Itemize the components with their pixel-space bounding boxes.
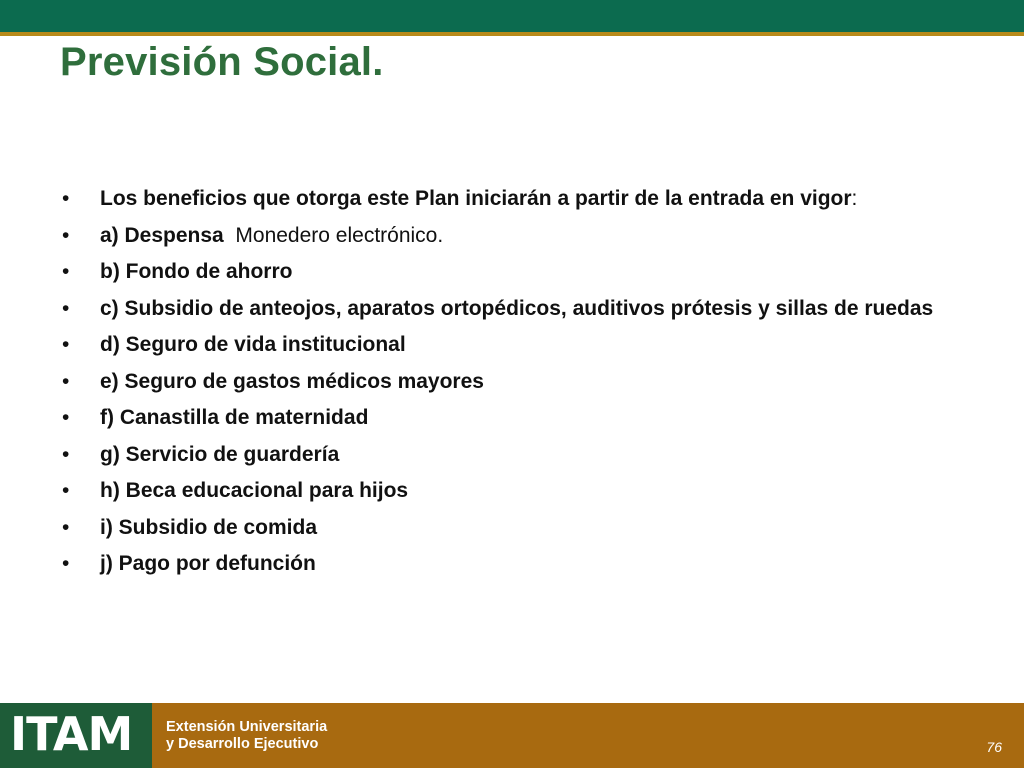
bullet-icon: •: [62, 552, 70, 575]
slide-title: Previsión Social.: [60, 40, 384, 84]
bullet-text-bold: j) Pago por defunción: [100, 552, 316, 575]
bullet-text-bold: f) Canastilla de maternidad: [100, 406, 369, 429]
logo-text: ITAM: [10, 707, 133, 761]
bullet-text-bold: g) Servicio de guardería: [100, 442, 340, 466]
bullet-text-normal: :: [851, 187, 858, 210]
itam-logo: [0, 703, 152, 768]
page-number: 76: [986, 739, 1002, 755]
bullet-text-bold: d) Seguro de vida institucional: [100, 333, 406, 356]
bullet-text-bold: i) Subsidio de comida: [100, 515, 318, 539]
bullet-icon: •: [62, 515, 70, 539]
footer-bar: [0, 703, 1024, 768]
department-line-2: y Desarrollo Ejecutivo: [166, 736, 319, 752]
list-item: [60, 403, 940, 433]
bullet-list: [60, 184, 940, 586]
department-line-1: Extensión Universitaria: [166, 719, 328, 735]
list-item: [60, 513, 940, 543]
bullet-icon: •: [62, 223, 70, 247]
bullet-icon: •: [62, 479, 70, 502]
bullet-text-bold: h) Beca educacional para hijos: [100, 479, 409, 502]
department-name: [166, 719, 327, 753]
bullet-icon: •: [62, 442, 70, 466]
list-item: [60, 294, 940, 324]
list-item: [60, 221, 940, 251]
bullet-text-normal: Monedero electrónico.: [223, 223, 444, 247]
bullet-text-bold: a) Despensa: [100, 223, 224, 247]
bullet-text-bold: b) Fondo de ahorro: [100, 260, 293, 283]
bullet-text-bold: e) Seguro de gastos médicos mayores: [100, 369, 484, 393]
bullet-icon: •: [62, 296, 70, 320]
bullet-icon: •: [62, 333, 70, 356]
bullet-icon: •: [62, 260, 70, 283]
list-item: [60, 184, 940, 214]
header-stripe: [0, 32, 1024, 36]
bullet-icon: •: [62, 187, 70, 210]
bullet-icon: •: [62, 369, 70, 393]
list-item: [60, 440, 940, 470]
bullet-icon: •: [62, 406, 70, 429]
bullet-text-bold: Los beneficios que otorga este Plan iniciarán a partir de la entrada en vigor: [100, 187, 852, 210]
header-bar: [0, 0, 1024, 32]
bullet-text-bold: c) Subsidio de anteojos, aparatos ortopédicos, auditivos prótesis y sillas de ruedas: [100, 296, 934, 320]
list-item: [60, 257, 940, 287]
list-item: [60, 549, 940, 579]
list-item: [60, 367, 940, 397]
list-item: [60, 330, 940, 360]
list-item: [60, 476, 940, 506]
